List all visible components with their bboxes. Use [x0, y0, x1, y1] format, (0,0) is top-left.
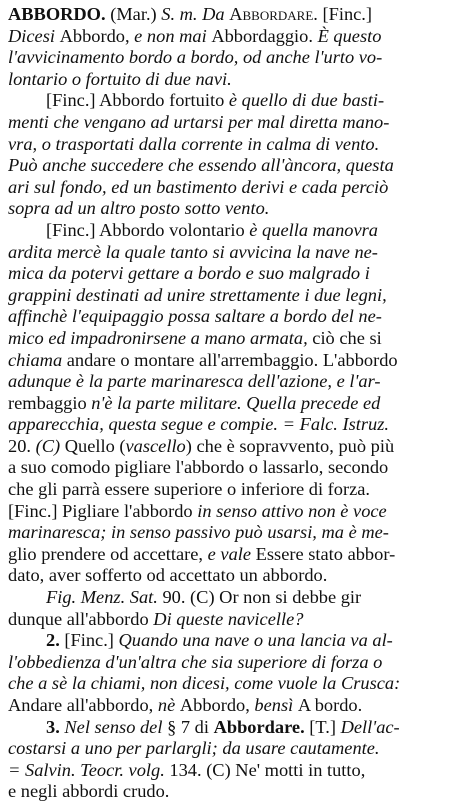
- text-line: e negli abbordi crudo.: [8, 781, 170, 802]
- text-line: Fig. Menz. Sat. 90. (C) Or non si debbe gir: [46, 587, 362, 608]
- text-line: mico ed impadronirsene a mano armata, ciò che si: [8, 327, 382, 348]
- text-line: sopra ad un altro posto sotto vento.: [8, 198, 270, 219]
- text-line: [Finc.] Abbordo fortuito è quello di due basti-: [46, 90, 385, 111]
- text-line: menti che vengano ad urtarsi per mal diretta mano-: [8, 111, 390, 132]
- text-line: a suo comodo pigliare l'abbordo o lassarlo, secondo: [8, 457, 389, 478]
- text-line: 2. [Finc.] Quando una nave o una lancia va al-: [46, 630, 393, 651]
- sense-number: 2.: [46, 630, 65, 651]
- text-line: marinaresca; in senso passivo può usarsi, ma è me-: [8, 522, 389, 543]
- text-line: che gli parrà essere superiore o inferiore di forza.: [8, 479, 371, 500]
- text-line: apparecchia, questa segue e compie. = Falc. Istruz.: [8, 414, 389, 435]
- headword: ABBORDO.: [8, 4, 106, 24]
- text-line: Andare all'abbordo, nè Abbordo, bensì A bordo.: [8, 695, 363, 715]
- text-line: che a sè la chiami, non dicesi, come vuole la Crusca:: [8, 673, 401, 694]
- text-line: = Salvin. Teocr. volg. 134. (C) Ne' motti in tutto,: [8, 759, 366, 780]
- cross-reference: Abbordare.: [213, 716, 305, 737]
- text-line: [Finc.] Abbordo volontario è quella manovra: [46, 219, 379, 240]
- text-line: 3. Nel senso del § 7 di Abbordare. [T.] Dell'ac-: [46, 716, 400, 737]
- text-line: affinchè l'equipaggio possa saltare a bordo del ne-: [8, 306, 382, 327]
- text-line: ABBORDO. (Mar.) S. m. Da Abbordare. [Finc.]: [8, 4, 373, 24]
- text-line: grappini destinati ad unire strettamente i due legni,: [8, 284, 387, 305]
- text-line: 20. (C) Quello (vascello) che è sopravvento, può più: [8, 435, 395, 456]
- text-line: l'obbedienza d'un'altra che sia superiore di forza o: [8, 651, 383, 672]
- text-line: lontario o fortuito di due navi.: [8, 68, 232, 89]
- text-line: [Finc.] Pigliare l'abbordo in senso attivo non è voce: [8, 500, 387, 521]
- text-line: glio prendere od accettare, e vale Essere stato abbor-: [8, 543, 396, 564]
- text-line: l'avvicinamento bordo a bordo, od anche l'urto vo-: [8, 47, 383, 68]
- text-line: vra, o trasportati dalla corrente in calma di vento.: [8, 133, 380, 154]
- cross-reference: Abbordare.: [229, 4, 318, 24]
- text-line: dunque all'abbordo Di queste navicelle?: [8, 608, 304, 629]
- text-line: chiama andare o montare all'arrembaggio. L'abbordo: [8, 349, 398, 370]
- text-line: dato, aver sofferto od accettato un abbordo.: [8, 565, 328, 586]
- text-line: rembaggio n'è la parte militare. Quella precede ed: [8, 392, 381, 413]
- text-line: costarsi a uno per parlargli; da usare cautamente.: [8, 738, 380, 759]
- text-line: ari sul fondo, ed un bastimento derivi e cada perciò: [8, 176, 389, 197]
- text-line: Può anche succedere che essendo all'àncora, questa: [8, 155, 394, 176]
- text-line: Dicesi Abbordo, e non mai Abbordaggio. È questo: [8, 25, 382, 46]
- text-line: ardita mercè la quale tanto si avvicina la nave ne-: [8, 241, 378, 262]
- text-line: adunque è la parte marinaresca dell'azione, e l'ar-: [8, 371, 381, 392]
- text-line: mica da potervi gettare a bordo e suo malgrado i: [8, 263, 370, 284]
- sense-number: 3.: [46, 716, 65, 737]
